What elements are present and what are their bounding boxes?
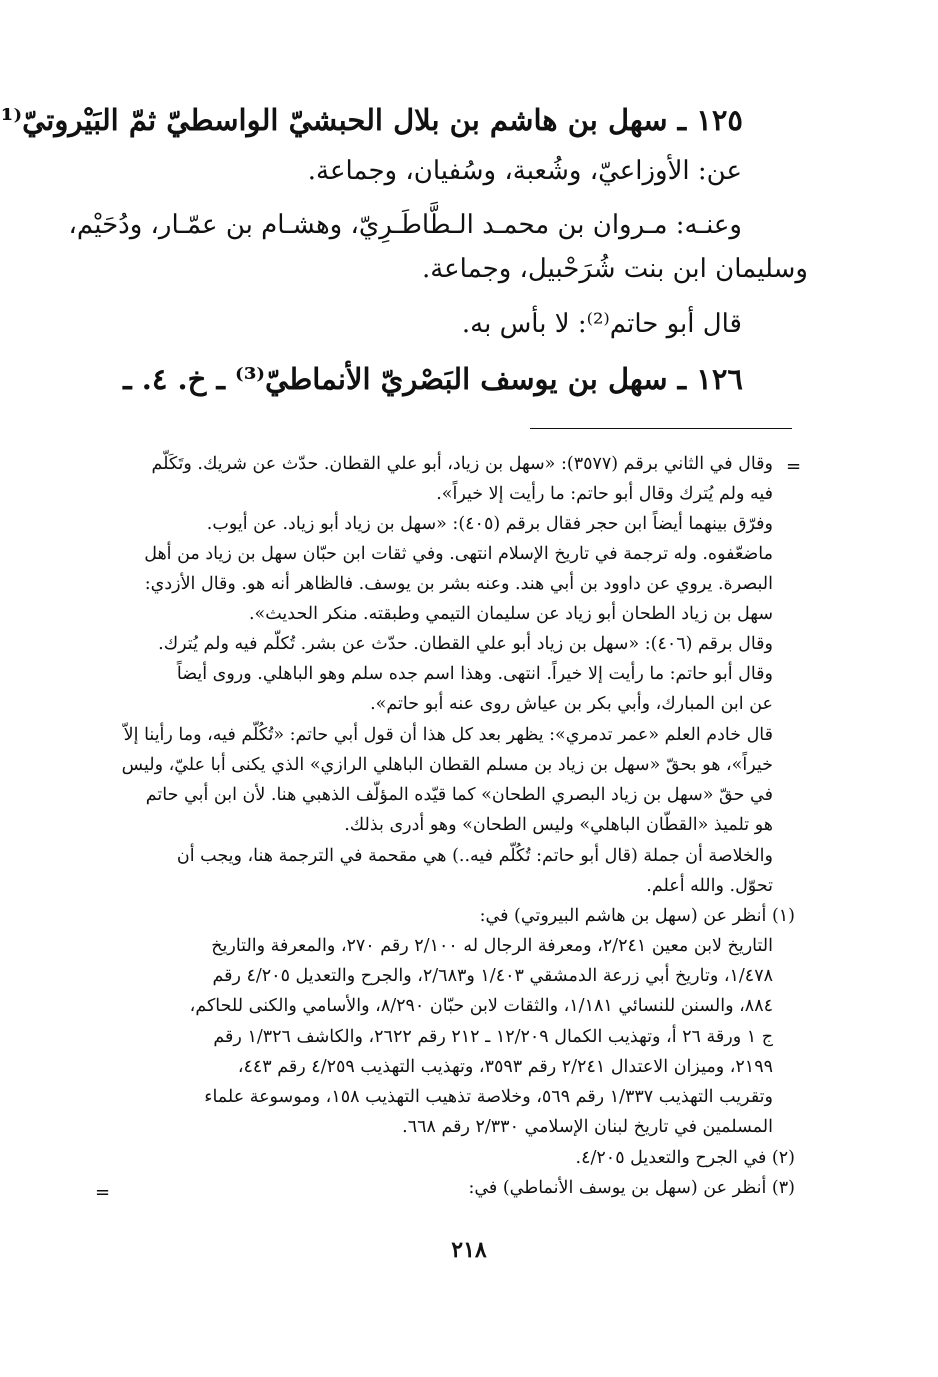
page-number: ٢١٨ bbox=[451, 1237, 487, 1263]
footnote-line: البصرة. يروي عن داوود بن أبي هند. وعنه بشر بن يوسف. فالظاهر أنه هو. وقال الأزدي: bbox=[144, 574, 773, 594]
footnote-1-heading: (١) أنظر عن (سهل بن هاشم البيروتي) في: bbox=[479, 906, 795, 926]
footnote-line: وقال في الثاني برقم (٣٥٧٧): «سهل بن زياد، أبو علي القطان. حدّث عن شريك. وتَكَلّم bbox=[151, 454, 773, 474]
entry-126-heading: ١٢٦ ـ سهل بن يوسف البَصْريّ الأنماطيّ⁽³⁾ ـ خ. ٤. ـ bbox=[123, 362, 743, 396]
footnote-separator bbox=[530, 428, 792, 429]
footnote-line: ١/٤٧٨، وتاريخ أبي زرعة الدمشقي ١/٤٠٣ و٢/٦٨٣، والجرح والتعديل ٤/٢٠٥ رقم bbox=[212, 966, 773, 986]
footnote-line: ٨٨٤، والسنن للنسائي ١/١٨١، والثقات لابن حبّان ٨/٢٩٠، والأسامي والكنى للحاكم، bbox=[189, 996, 773, 1016]
abu-hatim-line: قال أبو حاتم⁽²⁾: لا بأس به. bbox=[461, 309, 742, 339]
narrators-to-line-1: وعنـه: مـروان بن محمـد الـطَّاطَـرِيّ، وهشـام بن عمّـار، ودُحَيْم، bbox=[68, 210, 742, 240]
continuation-mark-top: = bbox=[786, 456, 802, 477]
footnote-2: (٢) في الجرح والتعديل ٤/٢٠٥. bbox=[575, 1148, 795, 1168]
continuation-mark-bottom: = bbox=[95, 1182, 111, 1203]
footnote-line: هو تلميذ «القطّان الباهلي» وليس الطحان» وهو أدرى بذلك. bbox=[344, 815, 773, 835]
footnote-line: في حقّ «سهل بن زياد البصري الطحان» كما قيّده المؤلّف الذهبي هنا. لأن ابن أبي حاتم bbox=[145, 785, 773, 805]
footnote-line: ٢١٩٩، وميزان الاعتدال ٢/٢٤١ رقم ٣٥٩٣، وتهذيب التهذيب ٤/٢٥٩ رقم ٤٤٣، bbox=[237, 1057, 773, 1077]
footnote-line: والخلاصة أن جملة (قال أبو حاتم: تُكُلّم فيه..) هي مقحمة في الترجمة هنا، ويجب أن bbox=[176, 846, 773, 866]
footnote-line: تحوّل. والله أعلم. bbox=[646, 876, 773, 896]
footnote-line: التاريخ لابن معين ٢/٢٤١، ومعرفة الرجال له ٢/١٠٠ رقم ٢٧٠، والمعرفة والتاريخ bbox=[211, 936, 773, 956]
footnote-line: وقال أبو حاتم: ما رأيت إلا خيراً. انتهى. وهذا اسم جده سلم وهو الباهلي. وروى أيضاً bbox=[176, 664, 773, 684]
footnote-line: قال خادم العلم «عمر تدمري»: يظهر بعد كل هذا أن قول أبي حاتم: «تُكُلّم فيه، وما رأينا إلاّ bbox=[123, 725, 773, 745]
footnote-3: (٣) أنظر عن (سهل بن يوسف الأنماطي) في: bbox=[468, 1178, 795, 1198]
narrators-to-line-2: وسليمان ابن بنت شُرَحْبيل، وجماعة. bbox=[421, 254, 808, 284]
footnote-line: ماضعّفوه. وله ترجمة في تاريخ الإسلام انتهى. وفي ثقات ابن حبّان سهل بن زياد من أهل bbox=[144, 544, 773, 564]
footnote-line: وفرّق بينهما أيضاً ابن حجر فقال برقم (٤٠٥): «سهل بن زياد أبو زياد. عن أيوب. bbox=[206, 514, 773, 534]
footnote-line: المسلمين في تاريخ لبنان الإسلامي ٢/٣٣٠ رقم ٦٦٨. bbox=[402, 1117, 773, 1137]
footnote-line: سهل بن زياد الطحان أبو زياد عن سليمان التيمي وطبقته. منكر الحديث». bbox=[248, 604, 773, 624]
footnote-line: وقال برقم (٤٠٦): «سهل بن زياد أبو علي القطان. حدّث عن بشر. تُكلّم فيه ولم يُترك. bbox=[158, 634, 773, 654]
entry-125-heading: ١٢٥ ـ سهل بن هاشم بن بلال الحبشيّ الواسطيّ ثمّ البَيْروتيّ⁽¹ bbox=[0, 103, 743, 137]
footnote-line: فيه ولم يُترك وقال أبو حاتم: ما رأيت إلا خيراً». bbox=[436, 484, 773, 504]
footnote-line: عن ابن المبارك، وأبي بكر بن عياش روى عنه أبو حاتم». bbox=[370, 694, 773, 714]
footnote-line: ج ١ ورقة ٢٦ أ، وتهذيب الكمال ١٢/٢٠٩ ـ ٢١٢ رقم ٢٦٢٢، والكاشف ١/٣٢٦ رقم bbox=[213, 1027, 773, 1047]
footnote-line: وتقريب التهذيب ١/٣٣٧ رقم ٥٦٩، وخلاصة تذهيب التهذيب ١٥٨، وموسوعة علماء bbox=[204, 1087, 773, 1107]
narrators-from-line: عن: الأوزاعيّ، وشُعبة، وسُفيان، وجماعة. bbox=[307, 156, 742, 186]
footnote-line: خيراً»، هو بحقّ «سهل بن زياد بن مسلم القطان الباهلي الرازي» الذي يكنى أبا عليّ، وليس bbox=[121, 755, 773, 775]
